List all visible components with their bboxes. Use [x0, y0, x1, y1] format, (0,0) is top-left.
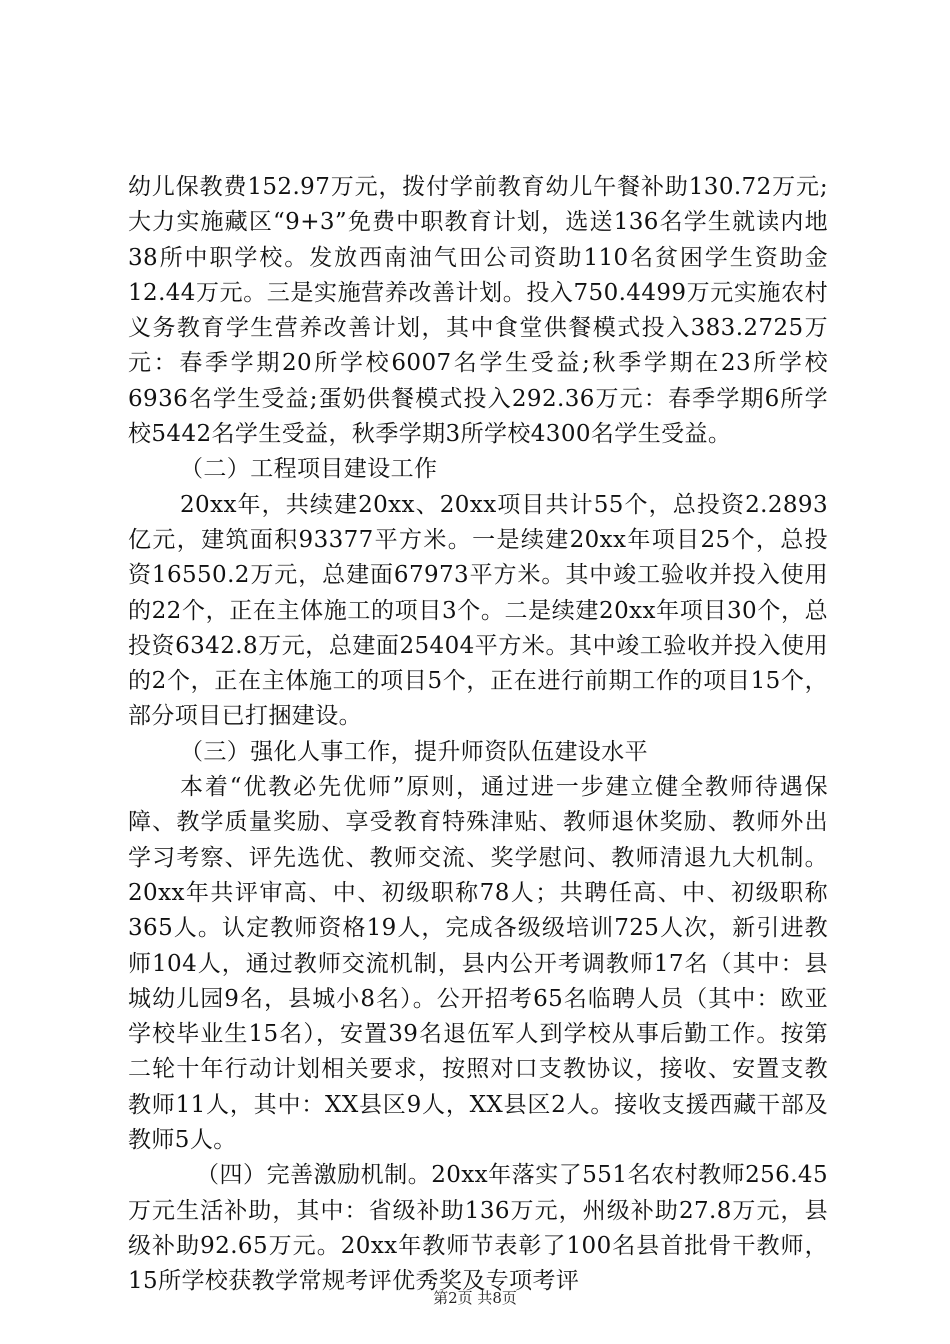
paragraph-subsidies-nutrition: 幼儿保教费152.97万元，拨付学前教育幼儿午餐补助130.72万元;大力实施藏区“9+3”免费中职教育计划，选送136名学生就读内地38所中职学校。发放西南油气田公司资助110名贫困学生资助金12.44万元。三是实施营养改善计划。投入750.4499万元实施农村义务教育学生营养改善计划，其中食堂供餐模式投入383.2725万元：春季学期20所学校6007名学生受益;秋季学期在23所学校6936名学生受益;蛋奶供餐模式投入292.36万元：春季学期6所学校5442名学生受益，秋季学期3所学校4300名学生受益。 — [128, 174, 828, 448]
section-heading-engineering: （二）工程项目建设工作 — [180, 456, 438, 483]
paragraph-engineering-projects: 20xx年，共续建20xx、20xx项目共计55个，总投资2.2893亿元，建筑面积93377平方米。一是续建20xx年项目25个，总投资16550.2万元，总建面67973平方米。其中竣工验收并投入使用的22个，正在主体施工的项目3个。二是续建20xx年项目30个，总投资6342.8万元，总建面25404平方米。其中竣工验收并投入使用的2个，正在主体施工的项目5个，正在进行前期工作的项目15个，部分项目已打捆建设。 — [128, 491, 828, 730]
page-number-footer: 第2页 共8页 — [433, 1289, 517, 1307]
paragraph-personnel-work: 本着“优教必先优师”原则，通过进一步建立健全教师待遇保障、教学质量奖励、享受教育特殊津贴、教师退休奖励、教师外出学习考察、评先选优、教师交流、奖学慰问、教师清退九大机制。20xx年共评审高、中、初级职称78人；共聘任高、中、初级职称365人。认定教师资格19人，完成各级级培训725人次，新引进教师104人，通过教师交流机制，县内公开考调教师17名（其中：县城幼儿园9名，县城小8名）。公开招考65名临聘人员（其中：欧亚学校毕业生15名），安置39名退伍军人到学校从事后勤工作。按第二轮十年行动计划相关要求，按照对口支教协议，接收、安置支教教师11人，其中：XX县区9人，XX县区2人。接收支援西藏干部及教师5人。 — [128, 774, 828, 1154]
document-body — [128, 170, 828, 1300]
paragraph-incentive-mechanism: （四）完善激励机制。20xx年落实了551名农村教师256.45万元生活补助，其中：省级补助136万元，州级补助27.8万元，县级补助92.65万元。20xx年教师节表彰了100名县首批骨干教师，15所学校获教学常规考评优秀奖及专项考评 — [128, 1162, 828, 1295]
section-heading-personnel: （三）强化人事工作，提升师资队伍建设水平 — [180, 738, 648, 765]
